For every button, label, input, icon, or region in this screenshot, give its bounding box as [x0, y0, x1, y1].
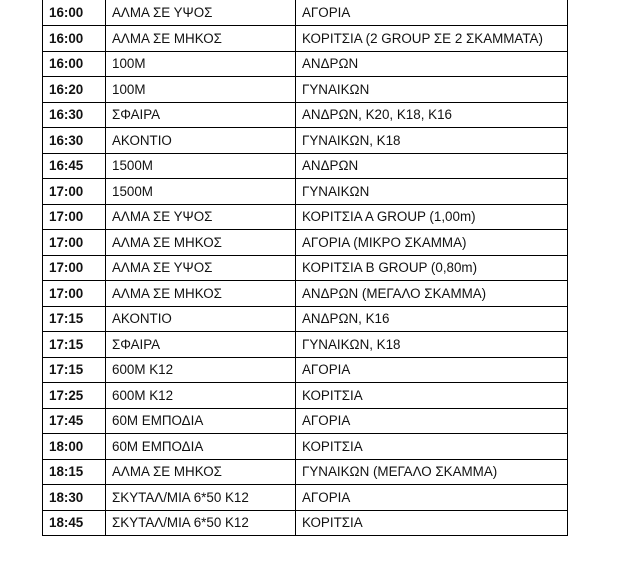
table-row	[43, 179, 568, 205]
time-cell: 17:15	[43, 332, 106, 358]
category-cell: ΑΓΟΡΙΑ	[296, 408, 568, 434]
event-cell: ΑΛΜΑ ΣΕ ΥΨΟΣ	[106, 255, 296, 281]
event-cell: ΑΛΜΑ ΣΕ ΥΨΟΣ	[106, 0, 296, 26]
category-cell: ΚΟΡΙΤΣΙΑ (2 GROUP ΣΕ 2 ΣΚΑΜΜΑΤΑ)	[296, 26, 568, 52]
table-row	[43, 459, 568, 485]
time-cell: 16:30	[43, 102, 106, 128]
time-cell: 16:00	[43, 0, 106, 26]
event-cell: ΑΛΜΑ ΣΕ ΜΗΚΟΣ	[106, 26, 296, 52]
time-cell: 17:15	[43, 357, 106, 383]
category-cell: ΑΓΟΡΙΑ (ΜΙΚΡΟ ΣΚΑΜΜΑ)	[296, 230, 568, 256]
category-cell: ΓΥΝΑΙΚΩΝ (ΜΕΓΑΛΟ ΣΚΑΜΜΑ)	[296, 459, 568, 485]
event-cell: 60Μ ΕΜΠΟΔΙΑ	[106, 434, 296, 460]
time-cell: 16:20	[43, 77, 106, 103]
category-cell: ΚΟΡΙΤΣΙΑ	[296, 510, 568, 536]
schedule-table-body	[43, 0, 568, 536]
table-row	[43, 102, 568, 128]
table-row	[43, 434, 568, 460]
table-row	[43, 204, 568, 230]
event-cell: 1500Μ	[106, 153, 296, 179]
time-cell: 16:45	[43, 153, 106, 179]
time-cell: 17:00	[43, 204, 106, 230]
time-cell: 17:25	[43, 383, 106, 409]
table-row	[43, 230, 568, 256]
table-row	[43, 510, 568, 536]
time-cell: 17:00	[43, 179, 106, 205]
event-cell: ΑΛΜΑ ΣΕ ΜΗΚΟΣ	[106, 281, 296, 307]
time-cell: 17:00	[43, 230, 106, 256]
table-row	[43, 408, 568, 434]
category-cell: ΑΝΔΡΩΝ	[296, 51, 568, 77]
time-cell: 17:00	[43, 281, 106, 307]
table-row	[43, 383, 568, 409]
table-row	[43, 332, 568, 358]
category-cell: ΚΟΡΙΤΣΙΑ	[296, 383, 568, 409]
time-cell: 18:00	[43, 434, 106, 460]
category-cell: ΚΟΡΙΤΣΙΑ Α GROUP (1,00m)	[296, 204, 568, 230]
event-cell: ΑΛΜΑ ΣΕ ΜΗΚΟΣ	[106, 230, 296, 256]
table-row	[43, 153, 568, 179]
event-cell: ΑΚΟΝΤΙΟ	[106, 128, 296, 154]
event-cell: 600Μ Κ12	[106, 357, 296, 383]
time-cell: 18:30	[43, 485, 106, 511]
table-row	[43, 485, 568, 511]
time-cell: 16:30	[43, 128, 106, 154]
category-cell: ΓΥΝΑΙΚΩΝ, Κ18	[296, 332, 568, 358]
table-row	[43, 26, 568, 52]
category-cell: ΑΝΔΡΩΝ, Κ16	[296, 306, 568, 332]
event-cell: ΣΦΑΙΡΑ	[106, 332, 296, 358]
event-cell: 100Μ	[106, 77, 296, 103]
table-row	[43, 0, 568, 26]
category-cell: ΓΥΝΑΙΚΩΝ	[296, 179, 568, 205]
table-row	[43, 77, 568, 103]
event-cell: ΣΚΥΤΑΛ/ΜΙΑ 6*50 Κ12	[106, 485, 296, 511]
category-cell: ΓΥΝΑΙΚΩΝ	[296, 77, 568, 103]
time-cell: 16:00	[43, 51, 106, 77]
category-cell: ΑΝΔΡΩΝ	[296, 153, 568, 179]
time-cell: 17:00	[43, 255, 106, 281]
category-cell: ΑΝΔΡΩΝ (ΜΕΓΑΛΟ ΣΚΑΜΜΑ)	[296, 281, 568, 307]
category-cell: ΑΓΟΡΙΑ	[296, 485, 568, 511]
category-cell: ΚΟΡΙΤΣΙΑ Β GROUP (0,80m)	[296, 255, 568, 281]
table-row	[43, 281, 568, 307]
time-cell: 17:15	[43, 306, 106, 332]
time-cell: 18:15	[43, 459, 106, 485]
category-cell: ΑΝΔΡΩΝ, Κ20, Κ18, Κ16	[296, 102, 568, 128]
time-cell: 18:45	[43, 510, 106, 536]
event-cell: ΣΚΥΤΑΛ/ΜΙΑ 6*50 Κ12	[106, 510, 296, 536]
category-cell: ΑΓΟΡΙΑ	[296, 357, 568, 383]
category-cell: ΓΥΝΑΙΚΩΝ, Κ18	[296, 128, 568, 154]
event-cell: ΑΛΜΑ ΣΕ ΜΗΚΟΣ	[106, 459, 296, 485]
category-cell: ΑΓΟΡΙΑ	[296, 0, 568, 26]
event-cell: 60Μ ΕΜΠΟΔΙΑ	[106, 408, 296, 434]
table-row	[43, 306, 568, 332]
schedule-page	[42, 0, 567, 536]
event-cell: ΑΛΜΑ ΣΕ ΥΨΟΣ	[106, 204, 296, 230]
table-row	[43, 128, 568, 154]
event-cell: ΣΦΑΙΡΑ	[106, 102, 296, 128]
event-cell: 100Μ	[106, 51, 296, 77]
time-cell: 17:45	[43, 408, 106, 434]
time-cell: 16:00	[43, 26, 106, 52]
category-cell: ΚΟΡΙΤΣΙΑ	[296, 434, 568, 460]
table-row	[43, 51, 568, 77]
schedule-table	[42, 0, 568, 536]
event-cell: 600Μ Κ12	[106, 383, 296, 409]
event-cell: ΑΚΟΝΤΙΟ	[106, 306, 296, 332]
event-cell: 1500Μ	[106, 179, 296, 205]
table-row	[43, 357, 568, 383]
table-row	[43, 255, 568, 281]
